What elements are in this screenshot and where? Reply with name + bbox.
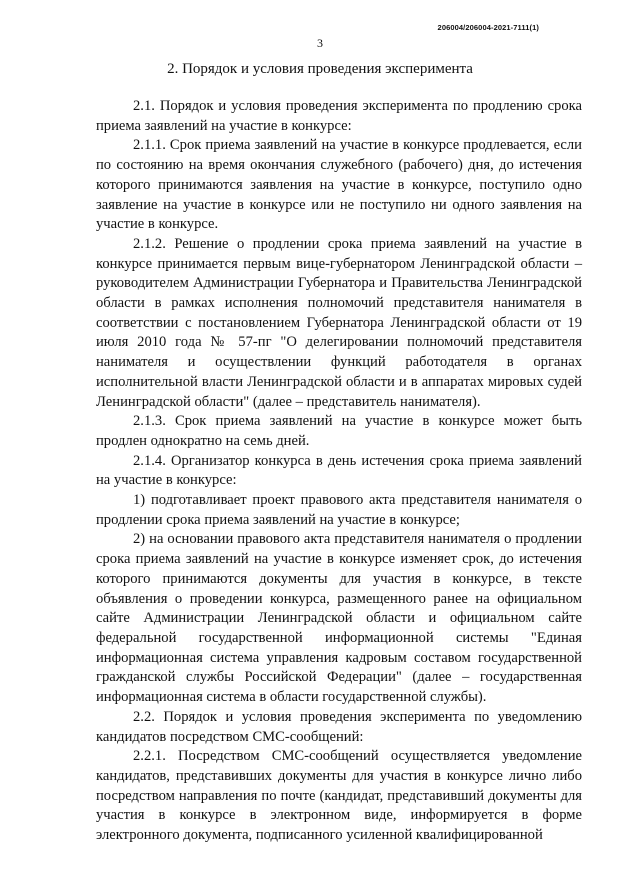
list-item-2: 2) на основании правового акта представителя нанимателя о продлении срока приема заявлений на участие в конкурсе изменяет срок, до истечения которого принимаются документы для участия в конкурсе, в тексте объявления о проведении конкурса, размещенного ранее на официальном сайте Администрации Ленинградской области и официальном сайте федеральной государственной информационной системы "Единая информационная система управления кадровым составом государственной гражданской службы Российской Федерации" (далее – государственная информационная система в области государственной службы).: [96, 531, 582, 706]
paragraph-2-2-1: 2.2.1. Посредством СМС-сообщений осуществляется уведомление кандидатов, представивших документы для участия в конкурсе лично либо посредством направления по почте (кандидат, представивший документы для участия в конкурсе в электронном виде, информируется в форме электронного документа, подписанного усиленной квалифицированной: [96, 748, 582, 844]
document-body: [96, 97, 582, 846]
document-code: 206004/206004-2021-7111(1): [437, 23, 539, 32]
paragraph-2-2: 2.2. Порядок и условия проведения эксперимента по уведомлению кандидатов посредством СМС-сообщений:: [96, 708, 582, 745]
list-item-1: 1) подготавливает проект правового акта представителя нанимателя о продлении срока приема заявлений на участие в конкурсе;: [96, 492, 582, 528]
paragraph-2-1-1: 2.1.1. Срок приема заявлений на участие в конкурсе продлевается, если по состоянию на время окончания служебного (рабочего) дня, до истечения которого принимаются заявления на участие в конкурсе, поступило одно заявление на участие в конкурсе или не поступило ни одного заявления на участие в конкурсе.: [96, 137, 582, 233]
paragraph-2-1: 2.1. Порядок и условия проведения эксперимента по продлению срока приема заявлений на участие в конкурсе:: [96, 98, 582, 134]
paragraph-2-1-2: 2.1.2. Решение о продлении срока приема заявлений на участие в конкурсе принимается первым вице-губернатором Ленинградской области – руководителем Администрации Губернатора и Правительства Ленинградской области в рамках исполнения полномочий представителя нанимателя в соответствии с постановлением Губернатора Ленинградской области от 19 июля 2010 года № 57-пг "О делегировании полномочий представителя нанимателя и осуществлении функций работодателя в органах исполнительной власти Ленинградской области и в аппаратах мировых судей Ленинградской области" (далее – представитель нанимателя).: [96, 235, 582, 410]
section-heading: 2. Порядок и условия проведения эксперимента: [167, 61, 473, 77]
paragraph-2-1-4: 2.1.4. Организатор конкурса в день истечения срока приема заявлений на участие в конкурсе:: [96, 452, 582, 489]
paragraph-2-1-3: 2.1.3. Срок приема заявлений на участие в конкурсе может быть продлен однократно на семь дней.: [96, 413, 582, 449]
page-number: 3: [317, 36, 323, 50]
